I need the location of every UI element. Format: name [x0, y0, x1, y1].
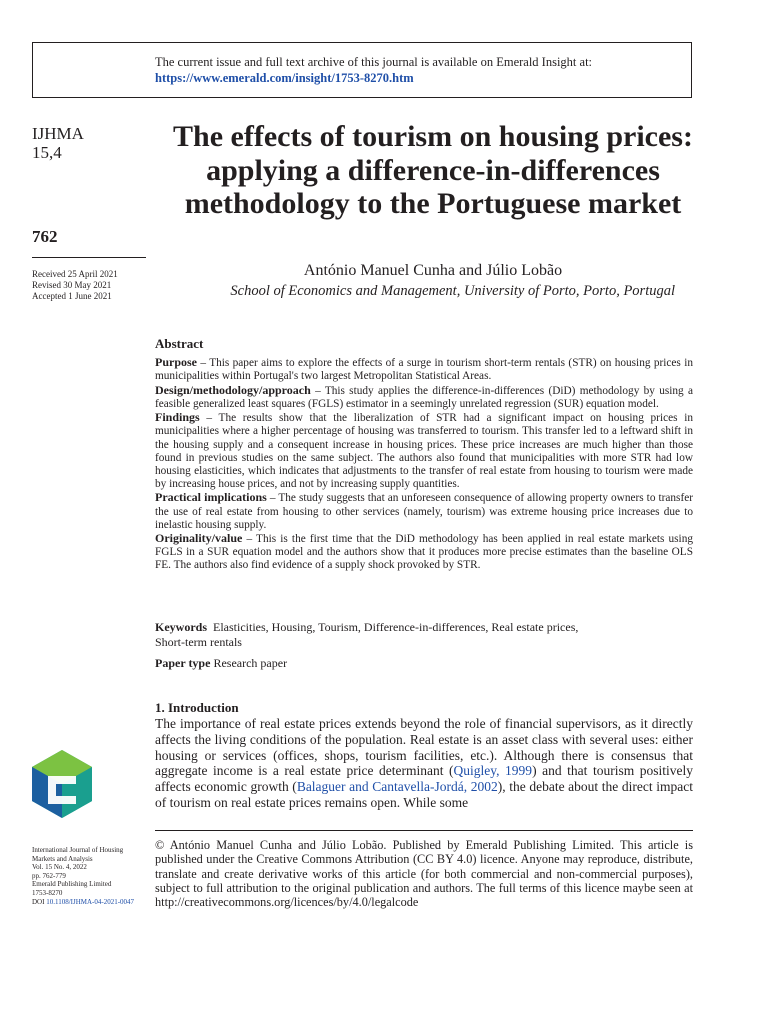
received-date: Received 25 April 2021: [32, 269, 118, 279]
abstract-body: [155, 356, 693, 573]
introduction-body: [155, 716, 693, 811]
abstract-originality: [155, 532, 693, 572]
purpose-label: Purpose: [155, 355, 197, 369]
intro-text-2: ) and that tourism positively affects economic growth (: [155, 763, 693, 795]
citation-balaguer-link[interactable]: Balaguer and Cantavella-Jordá, 2002: [296, 779, 498, 795]
paper-type-block: [155, 656, 693, 671]
banner-line: The current issue and full text archive of this journal is available on Emerald Insight at:: [155, 55, 593, 69]
journal-info-line: International Journal of Housing: [32, 846, 124, 854]
purpose-text: – This paper aims to explore the effects of a surge in tourism short-term rentals (STR) on housing prices in municipalities within Portugal's two largest Metropolitan Statistical Areas.: [155, 357, 693, 383]
article-title: The effects of tourism on housing prices: applying a difference-in-differences methodology to the Portuguese market: [173, 120, 693, 220]
originality-label: Originality/value: [155, 531, 243, 546]
doi-line: [32, 898, 148, 907]
findings-text: – The results show that the liberalization of STR had a significant impact on housing prices in municipalities where a higher percentage of housing was transferred to tourism. This transfer led to a leftward shift in the housing supply and a consequent increase in housing prices. These price increases are much higher than those found in previous studies on the same subject. The authors also found that municipalities with more STR had low housing elasticities, which indicates that adjustments to the transfer of real estate from housing to tourism were made by increasing house prices, and not by increasing supply quantities.: [155, 412, 693, 490]
keywords-label: Keywords: [155, 620, 207, 634]
doi-link[interactable]: 10.1108/IJHMA-04-2021-0047: [46, 897, 135, 906]
accepted-date: Accepted 1 June 2021: [32, 291, 112, 301]
intro-text-3: ), the debate about the direct impact of tourism on real estate prices remains open. While some: [155, 779, 693, 810]
license-notice: © António Manuel Cunha and Júlio Lobão. Published by Emerald Publishing Limited. This article is published under the Creative Commons Attribution (CC BY 4.0) licence. Anyone may reproduce, distribute, translate and create derivative works of this article (for both commercial and non-commercial purposes), subject to full attribution to the original publication and authors. The full terms of this licence maybe seen at http://creativecommons.org/licences/by/4.0/legalcode: [155, 838, 693, 910]
findings-label: Findings: [155, 410, 200, 425]
journal-info-line: Markets and Analysis: [32, 854, 93, 863]
journal-url-link[interactable]: https://www.emerald.com/insight/1753-8270.htm: [155, 71, 414, 85]
citation-quigley-link[interactable]: Quigley, 1999: [453, 763, 533, 779]
banner-text: [155, 54, 592, 86]
doi-prefix: DOI: [32, 897, 45, 906]
practical-text: – The study suggests that an unforeseen consequence of allowing property owners to transfer the use of real estate from housing to other services (namely, tourism) was extreme housing price increases due to inelastic housing supply.: [155, 492, 693, 531]
journal-volume: 15,4: [32, 143, 62, 162]
paper-type-value: Research paper: [213, 656, 288, 670]
article-dates: [32, 269, 148, 302]
journal-info-line: Emerald Publishing Limited: [32, 880, 112, 889]
footnote-divider: [155, 830, 693, 831]
journal-info-line: 1753-8270: [32, 888, 63, 897]
article-authors: António Manuel Cunha and Júlio Lobão: [303, 262, 563, 279]
abstract-design: [155, 384, 693, 411]
journal-citation-info: [32, 846, 148, 906]
author-affiliation: School of Economics and Management, University of Porto, Porto, Portugal: [230, 283, 675, 299]
intro-text-1: The importance of real estate prices extends beyond the role of financial supervisors, as it directly affects the living conditions of the population. Real estate is an asset class with several uses: either housing or services (offices, shops, tourism facilities, etc.). Although there is consensus that aggregate income is a real estate price determinant (: [155, 716, 693, 779]
revised-date: Revised 30 May 2021: [32, 280, 112, 290]
journal-logo: [30, 748, 94, 820]
page-number: 762: [32, 227, 58, 246]
design-label: Design/methodology/approach: [155, 382, 311, 397]
design-text: – This study applies the difference-in-differences (DiD) methodology by using a feasible generalized least squares (FGLS) estimator in a seemingly unrelated regression (SUR) equation model.: [155, 384, 693, 410]
journal-info-line: pp. 762-779: [32, 871, 66, 880]
journal-code: [32, 124, 148, 162]
abstract-heading: Abstract: [155, 336, 204, 351]
abstract-purpose: [155, 356, 693, 383]
abstract-findings: [155, 411, 693, 491]
journal-archive-banner: [32, 42, 692, 98]
sidebar-divider: [32, 257, 146, 258]
originality-text: – This is the first time that the DiD methodology has been applied in real estate markets using FGLS in a SUR equation model and the authors show that it produces more precise estimates than the baseline OLS FE. The authors also find evidence of a supply shock provoked by STR.: [155, 533, 693, 572]
paper-type-label: Paper type: [155, 656, 211, 670]
practical-label: Practical implications: [155, 490, 267, 505]
journal-info-line: Vol. 15 No. 4, 2022: [32, 863, 87, 872]
journal-abbrev: IJHMA: [32, 124, 84, 143]
keywords-line2: Short-term rentals: [155, 635, 242, 649]
keywords-line1: Elasticities, Housing, Tourism, Difference-in-differences, Real estate prices,: [213, 620, 579, 634]
abstract-practical: [155, 491, 693, 531]
keywords-block: [155, 620, 693, 650]
introduction-heading: 1. Introduction: [155, 700, 239, 715]
keywords-line: [155, 620, 693, 635]
introduction-paragraph: [155, 716, 693, 811]
